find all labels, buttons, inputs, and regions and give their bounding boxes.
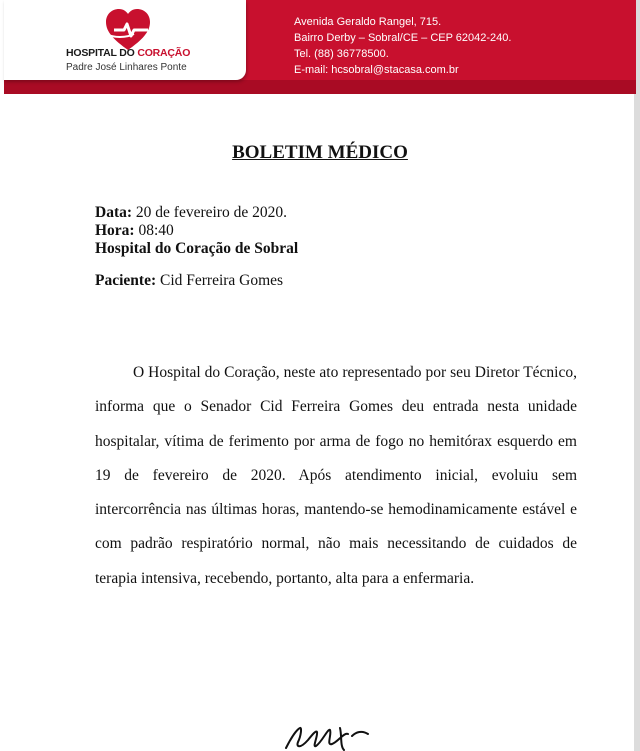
header-band-shade xyxy=(4,80,636,94)
time-value: 08:40 xyxy=(134,222,174,239)
logo-panel xyxy=(4,0,246,80)
letterhead xyxy=(4,0,640,100)
hospital-name: Hospital do Coração de Sobral xyxy=(95,240,299,257)
contact-district: Bairro Derby – Sobral/CE – CEP 62042-240. xyxy=(294,32,512,44)
contact-email: E-mail: hcsobral@stacasa.com.br xyxy=(294,64,459,76)
logo-subtitle: Padre José Linhares Ponte xyxy=(66,62,187,73)
patient-label: Paciente: xyxy=(95,272,157,289)
bulletin-body: O Hospital do Coração, neste ato representado por seu Diretor Técnico, informa que o Senador Cid Ferreira Gomes deu entrada nesta unidade hospitalar, vítima de ferimento por arma de fogo no hemitórax esquerdo em 19 de fevereiro de 2020. Após atendimento inicial, evoluiu sem intercorrência nas últimas horas, mantendo-se hemodinamicamente estável e com padrão respiratório normal, não mais necessitando de cuidados de terapia intensiva, recebendo, portanto, alta para a enfermaria. xyxy=(95,364,577,587)
logo-name-part2: CORAÇÃO xyxy=(137,47,191,59)
date-row xyxy=(95,204,298,222)
signature xyxy=(282,722,392,751)
date-label: Data: xyxy=(95,204,133,221)
patient-row xyxy=(95,272,283,290)
document-title: BOLETIM MÉDICO xyxy=(232,142,408,163)
patient-value: Cid Ferreira Gomes xyxy=(156,272,284,289)
time-label: Hora: xyxy=(95,222,135,239)
time-row xyxy=(95,222,298,240)
heart-icon xyxy=(104,8,152,52)
contact-phone: Tel. (88) 36778500. xyxy=(294,48,389,60)
contact-address: Avenida Geraldo Rangel, 715. xyxy=(294,16,442,28)
meta-block xyxy=(95,204,298,258)
date-value: 20 de fevereiro de 2020. xyxy=(132,204,287,221)
hospital-logo-name xyxy=(66,47,190,59)
contact-block xyxy=(294,14,511,78)
page-edge xyxy=(634,0,640,751)
hospital-row xyxy=(95,240,298,258)
logo-name-part1: HOSPITAL DO xyxy=(66,47,138,59)
